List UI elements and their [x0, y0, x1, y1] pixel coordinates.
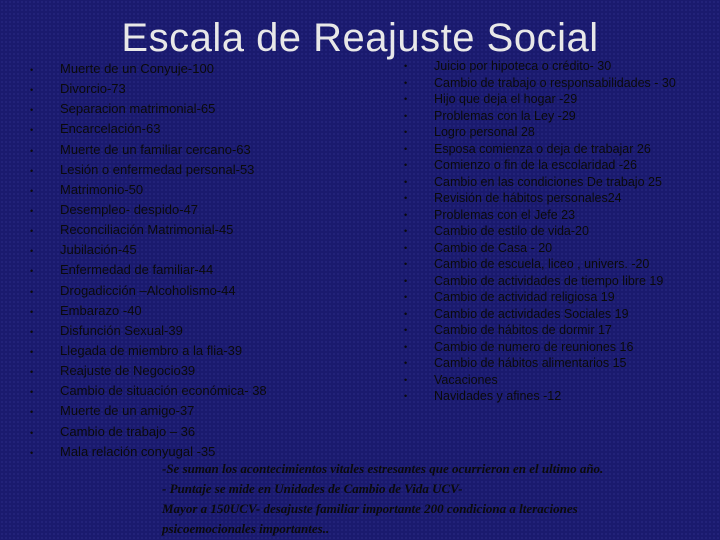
bullet-icon: • — [404, 308, 408, 319]
bullet-icon: • — [30, 85, 34, 96]
footer-line: - Puntaje se mide en Unidades de Cambio de Vida UCV- — [162, 481, 463, 496]
bullet-icon: • — [404, 341, 408, 352]
bullet-icon: • — [30, 185, 34, 196]
list-item-text: Separacion matrimonial-65 — [60, 101, 216, 117]
list-item — [404, 390, 720, 404]
bullet-icon: • — [30, 326, 34, 337]
left-event-list — [30, 60, 370, 463]
list-item — [30, 60, 370, 80]
list-item — [404, 159, 720, 173]
list-item-text: Cambio de hábitos de dormir 17 — [434, 323, 612, 337]
list-item-text: Muerte de un familiar cercano-63 — [60, 141, 251, 157]
footer-notes — [162, 459, 720, 539]
bullet-icon: • — [30, 306, 34, 317]
list-item-text: Enfermedad de familiar-44 — [60, 262, 214, 278]
list-item-text: Reconciliación Matrimonial-45 — [60, 222, 234, 238]
bullet-icon: • — [404, 127, 408, 137]
footer-line: psicoemocionales importantes.. — [162, 521, 330, 536]
list-item-text: Comienzo o fin de la escolaridad -26 — [434, 158, 637, 172]
bullet-icon: • — [30, 266, 34, 277]
list-item-text: Muerte de un amigo-37 — [60, 403, 195, 419]
list-item-text: Cambio de estilo de vida-20 — [434, 224, 589, 238]
bullet-icon: • — [404, 325, 408, 335]
list-item — [404, 275, 720, 289]
list-item-text: Problemas con el Jefe 23 — [434, 207, 576, 222]
bullet-icon: • — [30, 346, 34, 357]
list-item — [30, 161, 370, 181]
list-item-text: Matrimonio-50 — [60, 181, 144, 197]
list-item — [30, 120, 370, 140]
bullet-icon: • — [404, 275, 408, 286]
list-item — [404, 77, 720, 91]
list-item-text: Cambio en las condiciones De trabajo 25 — [434, 174, 662, 189]
list-item — [404, 242, 720, 256]
list-item — [30, 282, 370, 302]
list-item — [404, 291, 720, 305]
list-item — [30, 382, 370, 402]
list-item-text: Drogadicción –Alcoholismo-44 — [60, 282, 236, 298]
list-item-text: Cambio de numero de reuniones 16 — [434, 339, 634, 354]
list-item — [30, 100, 370, 120]
list-item — [30, 141, 370, 161]
list-item — [30, 302, 370, 322]
list-item-text: Muerte de un Conyuje-100 — [60, 61, 214, 76]
list-item-text: Esposa comienza o deja de trabajar 26 — [434, 141, 651, 156]
list-item — [404, 60, 720, 74]
list-item — [30, 402, 370, 422]
list-item-text: Problemas con la Ley -29 — [434, 108, 576, 123]
bullet-icon: • — [404, 143, 408, 154]
bullet-icon: • — [30, 226, 34, 237]
list-item — [30, 241, 370, 261]
list-item — [30, 201, 370, 221]
list-item — [404, 126, 720, 140]
bullet-icon: • — [30, 205, 34, 216]
bullet-icon: • — [404, 61, 408, 71]
bullet-icon: • — [30, 125, 34, 136]
list-item — [404, 374, 720, 388]
bullet-icon: • — [30, 447, 34, 458]
list-item — [30, 342, 370, 362]
list-item-text: Juicio por hipoteca o crédito- 30 — [434, 59, 612, 73]
list-item — [404, 143, 720, 157]
list-item-text: Logro personal 28 — [434, 125, 535, 139]
list-item — [30, 181, 370, 201]
list-item-text: Cambio de situación económica- 38 — [60, 383, 267, 399]
bullet-icon: • — [404, 77, 408, 88]
list-item — [404, 176, 720, 190]
list-item-text: Cambio de hábitos alimentarios 15 — [434, 356, 627, 370]
right-event-list — [404, 60, 720, 407]
list-item — [30, 322, 370, 342]
bullet-icon: • — [30, 165, 34, 176]
list-item — [404, 110, 720, 124]
list-item-text: Embarazo -40 — [60, 302, 142, 318]
list-item-text: Cambio de actividades Sociales 19 — [434, 306, 629, 321]
list-item-text: Llegada de miembro a la flia-39 — [60, 342, 243, 358]
list-item-text: Cambio de actividades de tiempo libre 19 — [434, 273, 664, 288]
bullet-icon: • — [30, 367, 34, 378]
bullet-icon: • — [30, 407, 34, 418]
list-item — [30, 423, 370, 443]
bullet-icon: • — [404, 176, 408, 187]
bullet-icon: • — [404, 226, 408, 236]
list-item — [30, 221, 370, 241]
bullet-icon: • — [404, 193, 408, 203]
slide-title: Escala de Reajuste Social — [121, 16, 599, 60]
list-item-text: Cambio de trabajo o responsabilidades - 30 — [434, 75, 676, 90]
bullet-icon: • — [30, 246, 34, 257]
footer-line: -Se suman los acontecimientos vitales estresantes que ocurrieron en el ultimo año. — [162, 461, 604, 476]
list-item-text: Disfunción Sexual-39 — [60, 322, 183, 338]
list-item — [404, 357, 720, 371]
bullet-icon: • — [404, 259, 408, 269]
list-item-text: Hijo que deja el hogar -29 — [434, 92, 578, 106]
list-item — [404, 258, 720, 272]
bullet-icon: • — [404, 110, 408, 121]
list-item-text: Encarcelación-63 — [60, 121, 161, 137]
footer-line: Mayor a 150UCV- desajuste familiar importante 200 condiciona a lteraciones — [162, 501, 578, 516]
list-item-text: Cambio de escuela, liceo , univers. -20 — [434, 257, 650, 271]
list-item-text: Desempleo- despido-47 — [60, 201, 199, 217]
bullet-icon: • — [404, 160, 408, 170]
list-item-text: Mala relación conyugal -35 — [60, 443, 216, 459]
list-item — [404, 308, 720, 322]
bullet-icon: • — [404, 94, 408, 104]
list-item — [30, 362, 370, 382]
bullet-icon: • — [404, 209, 408, 220]
bullet-icon: • — [30, 145, 34, 156]
bullet-icon: • — [404, 391, 408, 401]
list-item — [404, 192, 720, 206]
list-item — [30, 261, 370, 281]
list-item-text: Cambio de Casa - 20 — [434, 240, 553, 255]
list-item-text: Lesión o enfermedad personal-53 — [60, 161, 255, 177]
bullet-icon: • — [404, 374, 408, 385]
list-item — [404, 225, 720, 239]
list-item — [30, 80, 370, 100]
bullet-icon: • — [30, 387, 34, 398]
bullet-icon: • — [30, 65, 34, 75]
list-item-text: Divorcio-73 — [60, 81, 126, 97]
bullet-icon: • — [30, 286, 34, 297]
list-item-text: Cambio de trabajo – 36 — [60, 423, 196, 439]
bullet-icon: • — [404, 358, 408, 368]
list-item — [404, 93, 720, 107]
list-item-text: Revisión de hábitos personales24 — [434, 191, 622, 205]
list-item — [404, 324, 720, 338]
list-item-text: Reajuste de Negocio39 — [60, 363, 196, 379]
list-item-text: Vacaciones — [434, 372, 498, 387]
bullet-icon: • — [30, 105, 34, 116]
bullet-icon: • — [30, 427, 34, 438]
bullet-icon: • — [404, 242, 408, 253]
list-item — [404, 209, 720, 223]
list-item — [404, 341, 720, 355]
bullet-icon: • — [404, 292, 408, 302]
list-item-text: Jubilación-45 — [60, 242, 137, 258]
list-item-text: Navidades y afines -12 — [434, 389, 562, 403]
list-item-text: Cambio de actividad religiosa 19 — [434, 290, 615, 304]
